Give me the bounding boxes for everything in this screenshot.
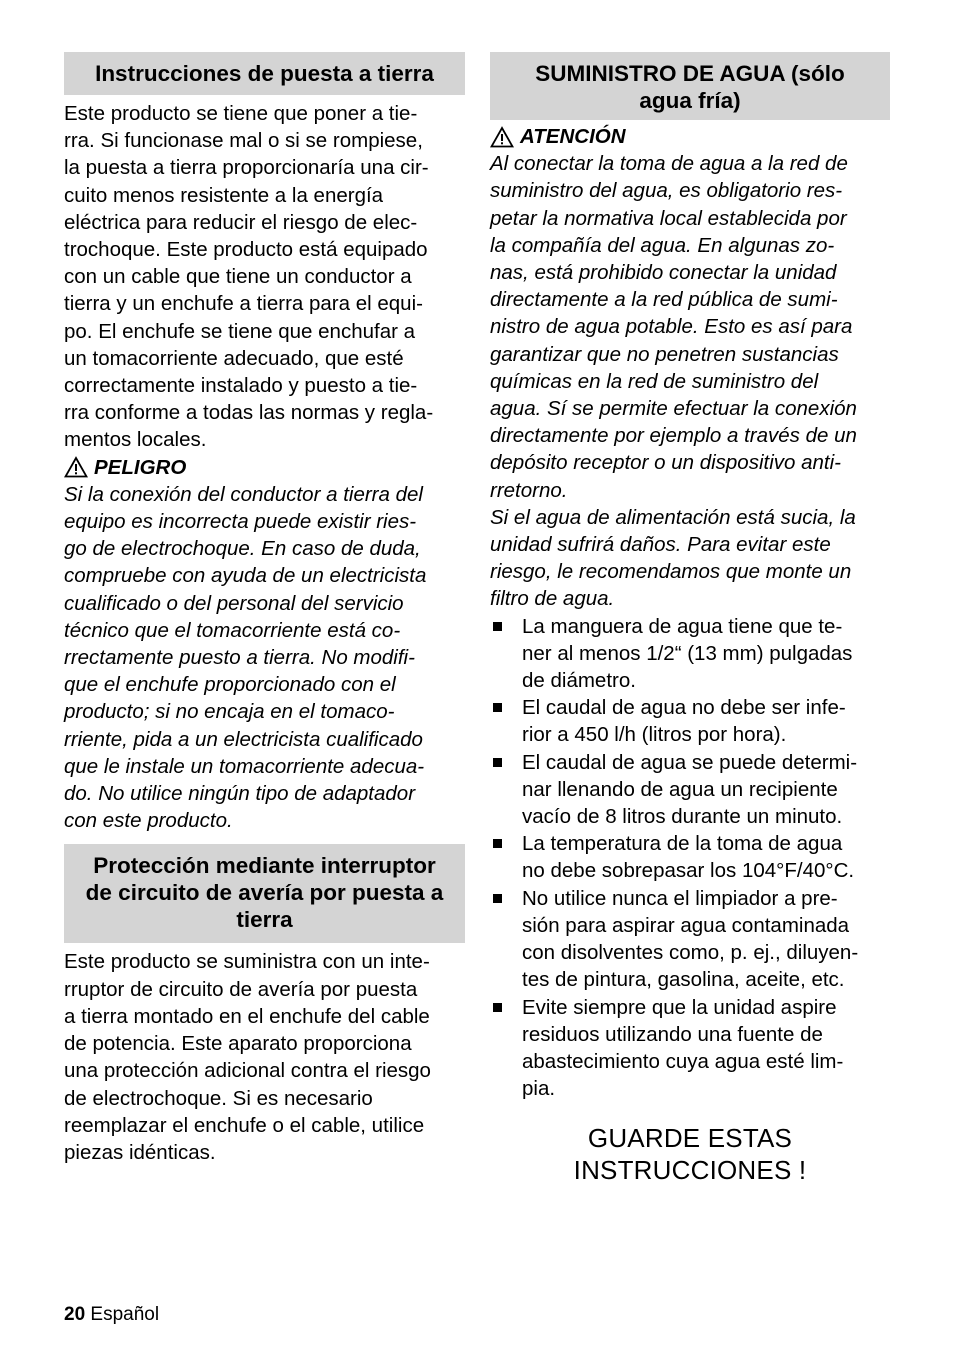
text-line: rruptor de circuito de avería por puesta	[64, 977, 418, 1001]
text-line: la compañía del agua. En algunas zo-	[490, 233, 835, 257]
text-line: unidad sufrirá daños. Para evitar este	[490, 533, 831, 557]
square-bullet-icon	[493, 1003, 502, 1012]
section-heading-water-supply	[490, 52, 890, 120]
square-bullet-icon	[493, 894, 502, 903]
warning-triangle-icon	[64, 456, 88, 478]
text-line: riesgo, le recomendamos que monte un	[490, 560, 852, 584]
text-line: Este producto se suministra con un inte-	[64, 950, 430, 974]
text-line: reemplazar el enchufe o el cable, utilice	[64, 1113, 425, 1137]
text-line: técnico que el tomacorriente está co-	[64, 618, 401, 642]
danger-paragraph	[64, 481, 465, 835]
text-line: No utilice nunca el limpiador a pre-	[522, 886, 838, 910]
water-requirements-list	[490, 613, 890, 1103]
warning-triangle-icon	[490, 126, 514, 148]
danger-title	[64, 454, 465, 481]
section-heading-gfci	[64, 844, 465, 943]
list-item	[490, 694, 890, 748]
text-line: mentos locales.	[64, 428, 207, 452]
list-item	[490, 830, 890, 884]
list-item	[490, 994, 890, 1103]
text-line: eléctrica para reducir el riesgo de elec-	[64, 210, 418, 234]
attention-paragraph	[490, 150, 890, 612]
text-line: El caudal de agua no debe ser infe-	[522, 696, 846, 720]
text-line: La temperatura de la toma de agua	[522, 832, 843, 856]
left-column	[64, 52, 465, 1166]
text-line: con un cable que tiene un conductor a	[64, 265, 412, 289]
list-item	[490, 749, 890, 831]
page-footer	[64, 1303, 159, 1327]
text-line: cualificado o del personal del servicio	[64, 591, 404, 615]
text-line: con este producto.	[64, 809, 233, 833]
text-line: tierra	[236, 907, 293, 933]
text-line: de electrochoque. Si es necesario	[64, 1086, 373, 1110]
footer-language: Español	[90, 1304, 160, 1325]
text-line: trochoque. Este producto está equipado	[64, 238, 428, 262]
text-line: La manguera de agua tiene que te-	[522, 614, 843, 638]
text-line: Protección mediante interruptor	[93, 853, 436, 879]
attention-title	[490, 123, 890, 150]
text-line: Evite siempre que la unidad aspire	[522, 995, 837, 1019]
text-line: que le instale un tomacorriente adecua-	[64, 754, 425, 778]
right-column	[490, 52, 890, 1186]
text-line: que el enchufe proporcionado con el	[64, 673, 396, 697]
text-line: con disolventes como, p. ej., diluyen-	[522, 941, 859, 965]
text-line: abastecimiento cuya agua esté lim-	[522, 1049, 844, 1073]
text-line: cuito menos resistente a la energía	[64, 183, 384, 207]
text-line: Si el agua de alimentación está sucia, la	[490, 505, 856, 529]
text-line: producto; si no encaja en el tomaco-	[64, 700, 395, 724]
text-line: agua fría)	[639, 88, 741, 113]
text-line: equipo es incorrecta puede existir ries-	[64, 510, 417, 534]
text-line: compruebe con ayuda de un electricista	[64, 564, 427, 588]
square-bullet-icon	[493, 839, 502, 848]
text-line: Al conectar la toma de agua a la red de	[490, 152, 848, 176]
text-line: químicas en la red de suministro del	[490, 369, 819, 393]
text-line: piezas idénticas.	[64, 1140, 216, 1164]
text-line: rior a 450 l/h (litros por hora).	[522, 723, 787, 747]
text-line: residuos utilizando una fuente de	[522, 1022, 823, 1046]
section-heading-grounding: Instrucciones de puesta a tierra	[64, 52, 465, 95]
text-line: de potencia. Este aparato proporciona	[64, 1032, 412, 1056]
text-line: Este producto se tiene que poner a tie-	[64, 102, 418, 125]
text-line: agua. Sí se permite efectuar la conexión	[490, 397, 857, 421]
text-line: rra conforme a todas las normas y regla-	[64, 401, 434, 425]
text-line: go de electrochoque. En caso de duda,	[64, 537, 421, 561]
text-line: de circuito de avería por puesta a	[85, 880, 444, 906]
text-line: la puesta a tierra proporcionaría una cir-	[64, 156, 429, 180]
text-line: garantizar que no penetren sustancias	[490, 342, 839, 366]
text-line: un tomacorriente adecuado, que esté	[64, 346, 404, 370]
text-line: depósito receptor o un dispositivo anti-	[490, 451, 841, 475]
text-line: vacío de 8 litros durante un minuto.	[522, 805, 843, 829]
text-line: rra. Si funcionase mal o si se rompiese,	[64, 129, 423, 153]
list-item	[490, 885, 890, 994]
text-line: directamente por ejemplo a través de un	[490, 424, 857, 448]
text-line: nas, está prohibido conectar la unidad	[490, 261, 837, 285]
text-line: sión para aspirar agua contaminada	[522, 913, 850, 937]
gfci-paragraph	[64, 948, 465, 1166]
square-bullet-icon	[493, 758, 502, 767]
text-line: nar llenando de agua un recipiente	[522, 777, 838, 801]
grounding-paragraph	[64, 100, 465, 454]
text-line: rrectamente puesto a tierra. No modifi-	[64, 646, 415, 670]
text-line: directamente a la red pública de sumi-	[490, 288, 838, 312]
text-line: filtro de agua.	[490, 587, 615, 611]
text-line: suministro del agua, es obligatorio res-	[490, 179, 843, 203]
square-bullet-icon	[493, 703, 502, 712]
text-line: Si la conexión del conductor a tierra del	[64, 482, 423, 506]
text-line: tes de pintura, gasolina, aceite, etc.	[522, 968, 845, 992]
attention-title-text: ATENCIÓN	[520, 125, 626, 148]
text-line: tierra y un enchufe a tierra para el equi-	[64, 292, 423, 316]
text-line: ner al menos 1/2“ (13 mm) pulgadas	[522, 641, 853, 665]
square-bullet-icon	[493, 622, 502, 631]
text-line: El caudal de agua se puede determi-	[522, 750, 858, 774]
danger-title-text: PELIGRO	[94, 455, 187, 479]
page-number: 20	[64, 1304, 86, 1325]
text-line: po. El enchufe se tiene que enchufar a	[64, 319, 416, 343]
text-line: INSTRUCCIONES !	[573, 1155, 807, 1186]
text-line: de diámetro.	[522, 669, 636, 693]
text-line: rretorno.	[490, 478, 568, 502]
text-line: rriente, pida a un electricista cualificado	[64, 727, 423, 751]
text-line: SUMINISTRO DE AGUA (sólo	[535, 61, 845, 86]
text-line: petar la normativa local establecida por	[490, 206, 847, 230]
text-line: do. No utilice ningún tipo de adaptador	[64, 782, 416, 806]
text-line: correctamente instalado y puesto a tie-	[64, 374, 418, 398]
text-line: a tierra montado en el enchufe del cable	[64, 1004, 430, 1028]
text-line: pia.	[522, 1077, 556, 1101]
text-line: nistro de agua potable. Esto es así para	[490, 315, 853, 339]
text-line: GUARDE ESTAS	[587, 1123, 793, 1154]
text-line: una protección adicional contra el riesgo	[64, 1059, 431, 1083]
list-item	[490, 613, 890, 695]
text-line: no debe sobrepasar los 104°F/40°C.	[522, 859, 855, 883]
keep-instructions-notice	[490, 1122, 890, 1186]
